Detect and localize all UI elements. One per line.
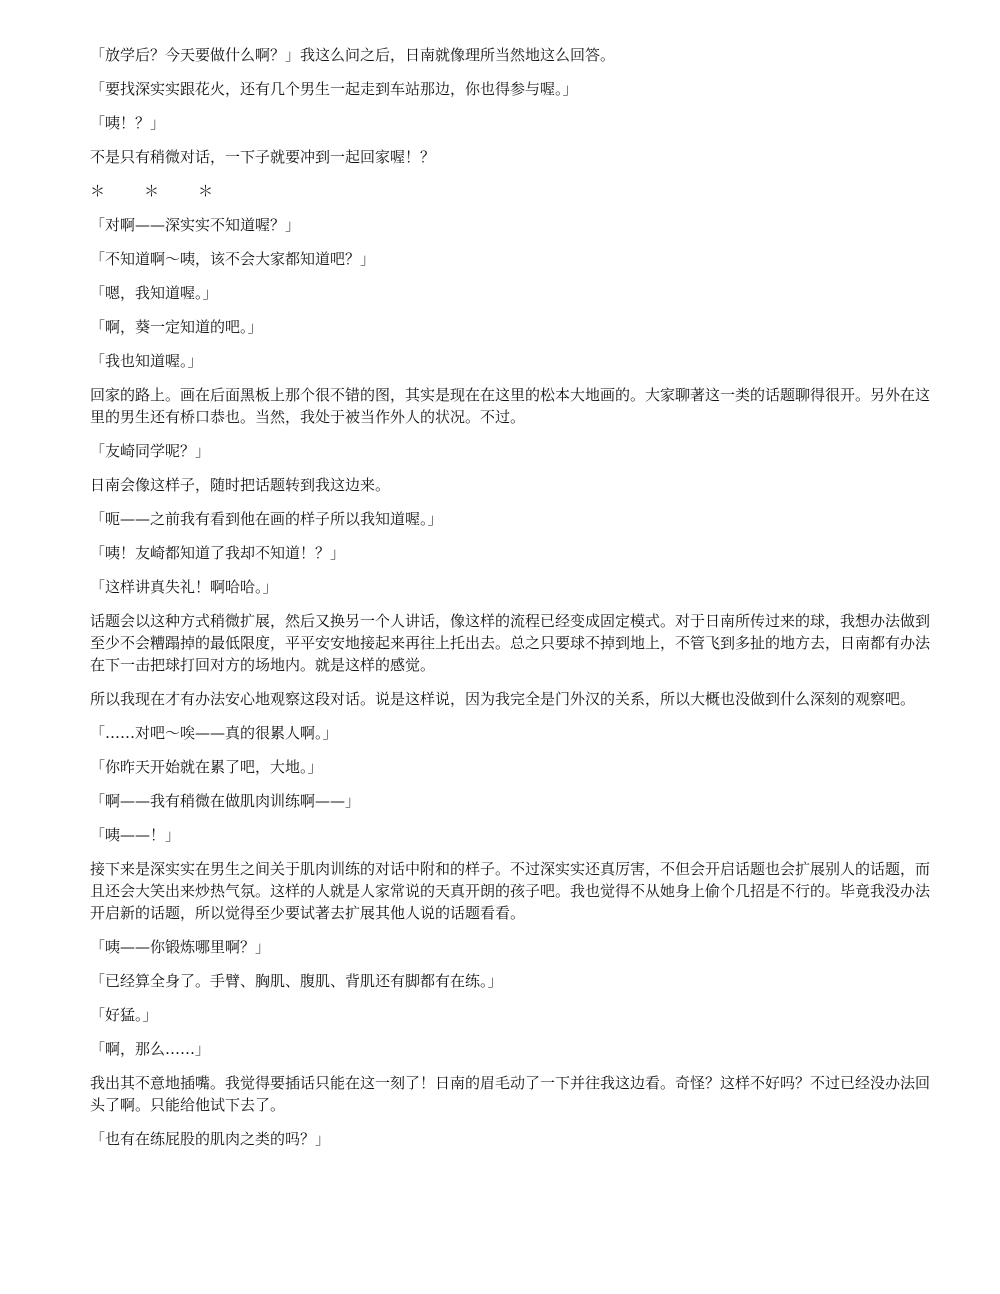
narration-paragraph: 接下来是深实实在男生之间关于肌肉训练的对话中附和的样子。不过深实实还真厉害，不但会开启话题也会扩展别人的话题，而且还会大笑出来炒热气氛。这样的人就是人家常说的天真开朗的孩子吧。我也觉得不从她身上偷个几招是不行的。毕竟我没办法开启新的话题，所以觉得至少要试著去扩展其他人说的话题看看。 [90, 860, 931, 922]
narration-paragraph: 日南会像这样子，随时把话题转到我这边来。 [90, 476, 391, 494]
dialogue-line: 「要找深实实跟花火，还有几个男生一起走到车站那边，你也得参与喔。」 [90, 80, 578, 98]
dialogue-line: 「咦！友崎都知道了我却不知道！？」 [90, 544, 346, 562]
dialogue-line: 「咦！？」 [90, 114, 166, 132]
dialogue-line: 「咦——！」 [90, 826, 181, 844]
dialogue-line: 「已经算全身了。手臂、胸肌、腹肌、背肌还有脚都有在练。」 [90, 972, 503, 990]
dialogue-line: 「友崎同学呢？」 [90, 442, 211, 460]
dialogue-line: 「嗯，我知道喔。」 [90, 284, 218, 302]
narration-paragraph: 不是只有稍微对话，一下子就要冲到一起回家喔！？ [90, 148, 436, 166]
dialogue-line: 「啊——我有稍微在做肌肉训练啊——」 [90, 792, 361, 810]
dialogue-line: 「对啊——深实实不知道喔？」 [90, 216, 301, 234]
dialogue-line: 「呃——之前我有看到他在画的样子所以我知道喔。」 [90, 510, 443, 528]
scene-break: ＊ ＊ ＊ [90, 182, 226, 200]
dialogue-line: 「……对吧～唉——真的很累人啊。」 [90, 724, 338, 742]
narration-paragraph: 我出其不意地插嘴。我觉得要插话只能在这一刻了！日南的眉毛动了一下并往我这边看。奇怪？这样不好吗？不过已经没办法回头了啊。只能给他试下去了。 [90, 1074, 931, 1114]
dialogue-line: 「放学后？今天要做什么啊？」我这么问之后，日南就像理所当然地这么回答。 [90, 46, 616, 64]
dialogue-line: 「好猛。」 [90, 1006, 158, 1024]
dialogue-line: 「你昨天开始就在累了吧，大地。」 [90, 758, 323, 776]
dialogue-line: 「这样讲真失礼！啊哈哈。」 [90, 578, 278, 596]
dialogue-line: 「也有在练屁股的肌肉之类的吗？」 [90, 1130, 331, 1148]
dialogue-line: 「啊，葵一定知道的吧。」 [90, 318, 263, 336]
narration-paragraph: 所以我现在才有办法安心地观察这段对话。说是这样说，因为我完全是门外汉的关系，所以大概也没做到什么深刻的观察吧。 [90, 690, 916, 708]
narration-paragraph: 回家的路上。画在后面黑板上那个很不错的图，其实是现在在这里的松本大地画的。大家聊著这一类的话题聊得很开。另外在这里的男生还有桥口恭也。当然，我处于被当作外人的状况。不过。 [90, 386, 931, 426]
dialogue-line: 「不知道啊～咦，该不会大家都知道吧？」 [90, 250, 376, 268]
dialogue-line: 「咦——你锻炼哪里啊？」 [90, 938, 271, 956]
narration-paragraph: 话题会以这种方式稍微扩展，然后又换另一个人讲话，像这样的流程已经变成固定模式。对于日南所传过来的球，我想办法做到至少不会糟蹋掉的最低限度，平平安安地接起来再往上托出去。总之只要球不掉到地上，不管飞到多扯的地方去，日南都有办法在下一击把球打回对方的场地内。就是这样的感觉。 [90, 612, 931, 674]
dialogue-line: 「我也知道喔。」 [90, 352, 203, 370]
dialogue-line: 「啊，那么……」 [90, 1040, 211, 1058]
